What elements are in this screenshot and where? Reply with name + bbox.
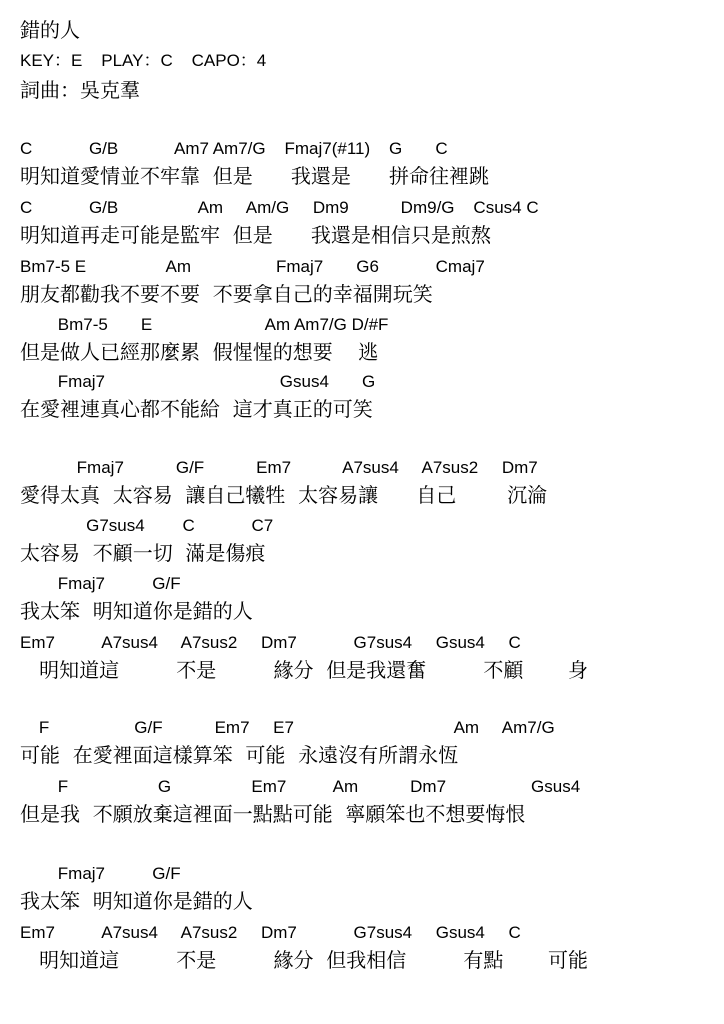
chord-line: G7sus4 C C7 — [20, 516, 274, 535]
key-play-capo-line: KEY：E PLAY：C CAPO：4 — [20, 51, 267, 70]
lyric-line: 我太笨 明知道你是錯的人 — [20, 599, 253, 623]
lyric-line: 明知道愛情並不牢靠 但是 我還是 拼命往裡跳 — [20, 164, 490, 188]
lyric-line: 明知道這 不是 緣分 但是我還奮 不顧 身 — [20, 658, 588, 682]
credit-line: 詞曲：吳克羣 — [20, 78, 140, 102]
lyric-line: 但是我 不願放棄這裡面一點點可能 寧願笨也不想要悔恨 — [20, 802, 526, 826]
lyric-line: 朋友都勸我不要不要 不要拿自己的幸福開玩笑 — [20, 282, 433, 306]
chord-line: Bm7-5 E Am Fmaj7 G6 Cmaj7 — [20, 257, 485, 276]
lyric-line: 在愛裡連真心都不能給 這才真正的可笑 — [20, 397, 373, 421]
chord-line: Fmaj7 Gsus4 G — [20, 372, 376, 391]
lyric-line: 可能 在愛裡面這樣算笨 可能 永遠沒有所謂永恆 — [20, 743, 459, 767]
chord-line: F G/F Em7 E7 Am Am7/G — [20, 718, 555, 737]
lyric-line: 我太笨 明知道你是錯的人 — [20, 889, 253, 913]
song-title: 錯的人 — [20, 18, 80, 42]
chord-line: Fmaj7 G/F Em7 A7sus4 A7sus2 Dm7 — [20, 458, 538, 477]
chord-line: Em7 A7sus4 A7sus2 Dm7 G7sus4 Gsus4 C — [20, 633, 521, 652]
lyric-line: 太容易 不顧一切 滿是傷痕 — [20, 541, 266, 565]
chord-line: C G/B Am Am/G Dm9 Dm9/G Csus4 C — [20, 198, 539, 217]
lyric-line: 明知道這 不是 緣分 但我相信 有點 可能 — [20, 948, 588, 972]
chord-line: C G/B Am7 Am7/G Fmaj7(#11) G C — [20, 139, 448, 158]
lyric-line: 明知道再走可能是監牢 但是 我還是相信只是煎熬 — [20, 223, 491, 247]
lyric-line: 但是做人已經那麼累 假惺惺的想要 逃 — [20, 340, 379, 364]
chord-line: Fmaj7 G/F — [20, 574, 181, 593]
chord-line: Bm7-5 E Am Am7/G D/#F — [20, 315, 389, 334]
lyric-line: 愛得太真 太容易 讓自己犧牲 太容易讓 自己 沉淪 — [20, 483, 548, 507]
chord-line: F G Em7 Am Dm7 Gsus4 — [20, 777, 581, 796]
chord-line: Em7 A7sus4 A7sus2 Dm7 G7sus4 Gsus4 C — [20, 923, 521, 942]
chord-line: Fmaj7 G/F — [20, 864, 181, 883]
